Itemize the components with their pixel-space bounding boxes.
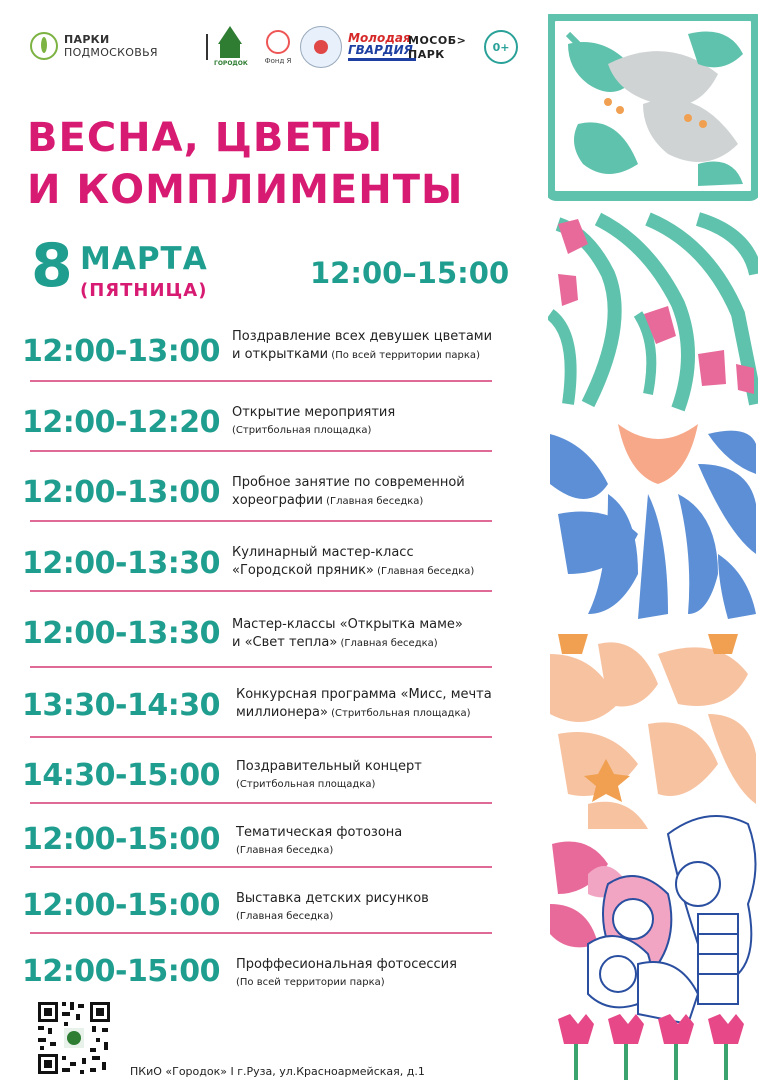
title-line2: И КОМПЛИМЕНТЫ [27,167,464,213]
date-month: МАРТА [80,241,208,277]
date-weekday: (ПЯТНИЦА) [80,280,208,301]
divider-line [30,932,492,934]
divider-line [30,380,492,382]
parks-logo-line1: ПАРКИ [64,33,110,46]
mg-line2: ГВАРДИЯ [348,43,413,57]
schedule-text: Кулинарный мастер-класс [232,545,414,560]
footer-address: ПКиО «Городок» І г.Руза, ул.Красноармейская, д.1 [130,1065,425,1078]
leaf-frame-panel [550,16,756,196]
schedule-time: 12:00-15:00 [22,954,220,989]
schedule-text: Открытие мероприятия [232,405,396,420]
schedule-location: (По всей территории парка) [328,350,480,361]
divider-line [30,590,492,592]
schedule-text: и открытками [232,347,329,362]
mosoblpark-logo [408,34,466,62]
schedule-location: (Главная беседка) [322,496,424,507]
schedule-time: 13:30-14:30 [22,688,220,723]
gorodok-logo [214,26,246,67]
divider-line [30,802,492,804]
peach-flower-panel [550,634,756,829]
title-line1: ВЕСНА, ЦВЕТЫ [27,115,384,161]
divider-line [30,666,492,668]
schedule-text: Тематическая фотозона [236,825,403,840]
divider-line [30,736,492,738]
mosobl-line2: ПАРК [408,48,445,61]
age-rating-badge: 0+ [484,30,518,64]
fond-circle-icon [266,30,290,54]
schedule-text: и «Свет тепла» [232,635,338,650]
schedule-text: Проффесиональная фотосессия [236,957,457,972]
schedule-time: 12:00-13:30 [22,546,220,581]
schedule-text: миллионера» [236,705,328,720]
schedule-location: (По всей территории парка) [236,977,385,988]
divider-line [30,520,492,522]
schedule-location: (Стритбольная площадка) [327,708,471,719]
schedule-text: Поздравительный концерт [236,759,422,774]
schedule-location: (Главная беседка) [236,845,334,856]
schedule-location: (Главная беседка) [337,638,438,649]
qr-code[interactable] [36,1000,112,1076]
molodaya-gvardiya-logo [348,32,416,62]
schedule-text: хореографии [232,493,323,508]
schedule-location: (Стритбольная площадка) [232,425,372,436]
divider-line [30,866,492,868]
schedule-time: 12:00-15:00 [22,822,220,857]
schedule-time: 14:30-15:00 [22,758,220,793]
floral-art-panel [548,14,758,1080]
leaf-icon [30,32,58,60]
schedule-text: Конкурсная программа «Мисс, мечта [236,687,492,702]
schedule-location: (Главная беседка) [236,911,334,922]
date-day-number: 8 [31,231,73,301]
fond-ya-logo [258,30,298,65]
schedule-time: 12:00-13:30 [22,616,220,651]
mosobl-line1: МОСОБ> [408,34,467,47]
schedule-text: Поздравление всех девушек цветами [232,329,493,344]
schedule-location: (Главная беседка) [373,566,475,577]
schedule-text: Выставка детских рисунков [236,891,429,906]
schedule-text: «Городской пряник» [232,563,374,578]
divider-line [30,450,492,452]
logo-divider [206,34,208,60]
event-time-range: 12:00–15:00 [310,256,510,290]
schedule-time: 12:00-12:20 [22,405,220,440]
round-emblem-logo [300,26,342,68]
event-title [27,112,547,216]
schedule-text: Мастер-классы «Открытка маме» [232,617,463,632]
parks-logo-line2: ПОДМОСКОВЬЯ [64,46,158,59]
house-icon [218,26,242,44]
family-illustration-panel [550,816,756,1080]
schedule-time: 12:00-13:00 [22,334,220,369]
schedule-text: Пробное занятие по современной [232,475,465,490]
mg-line1: Молодая [348,31,411,45]
schedule-time: 12:00-13:00 [22,475,220,510]
schedule-time: 12:00-15:00 [22,888,220,923]
tulip-wave-panel [550,218,756,409]
fond-label: Фонд Я [264,57,292,65]
parks-podmoskovya-logo [30,32,158,60]
gorodok-label: ГОРОДОК [214,60,248,67]
blue-flower-panel [550,424,756,624]
schedule-location: (Стритбольная площадка) [236,779,376,790]
partner-logos [30,22,530,78]
